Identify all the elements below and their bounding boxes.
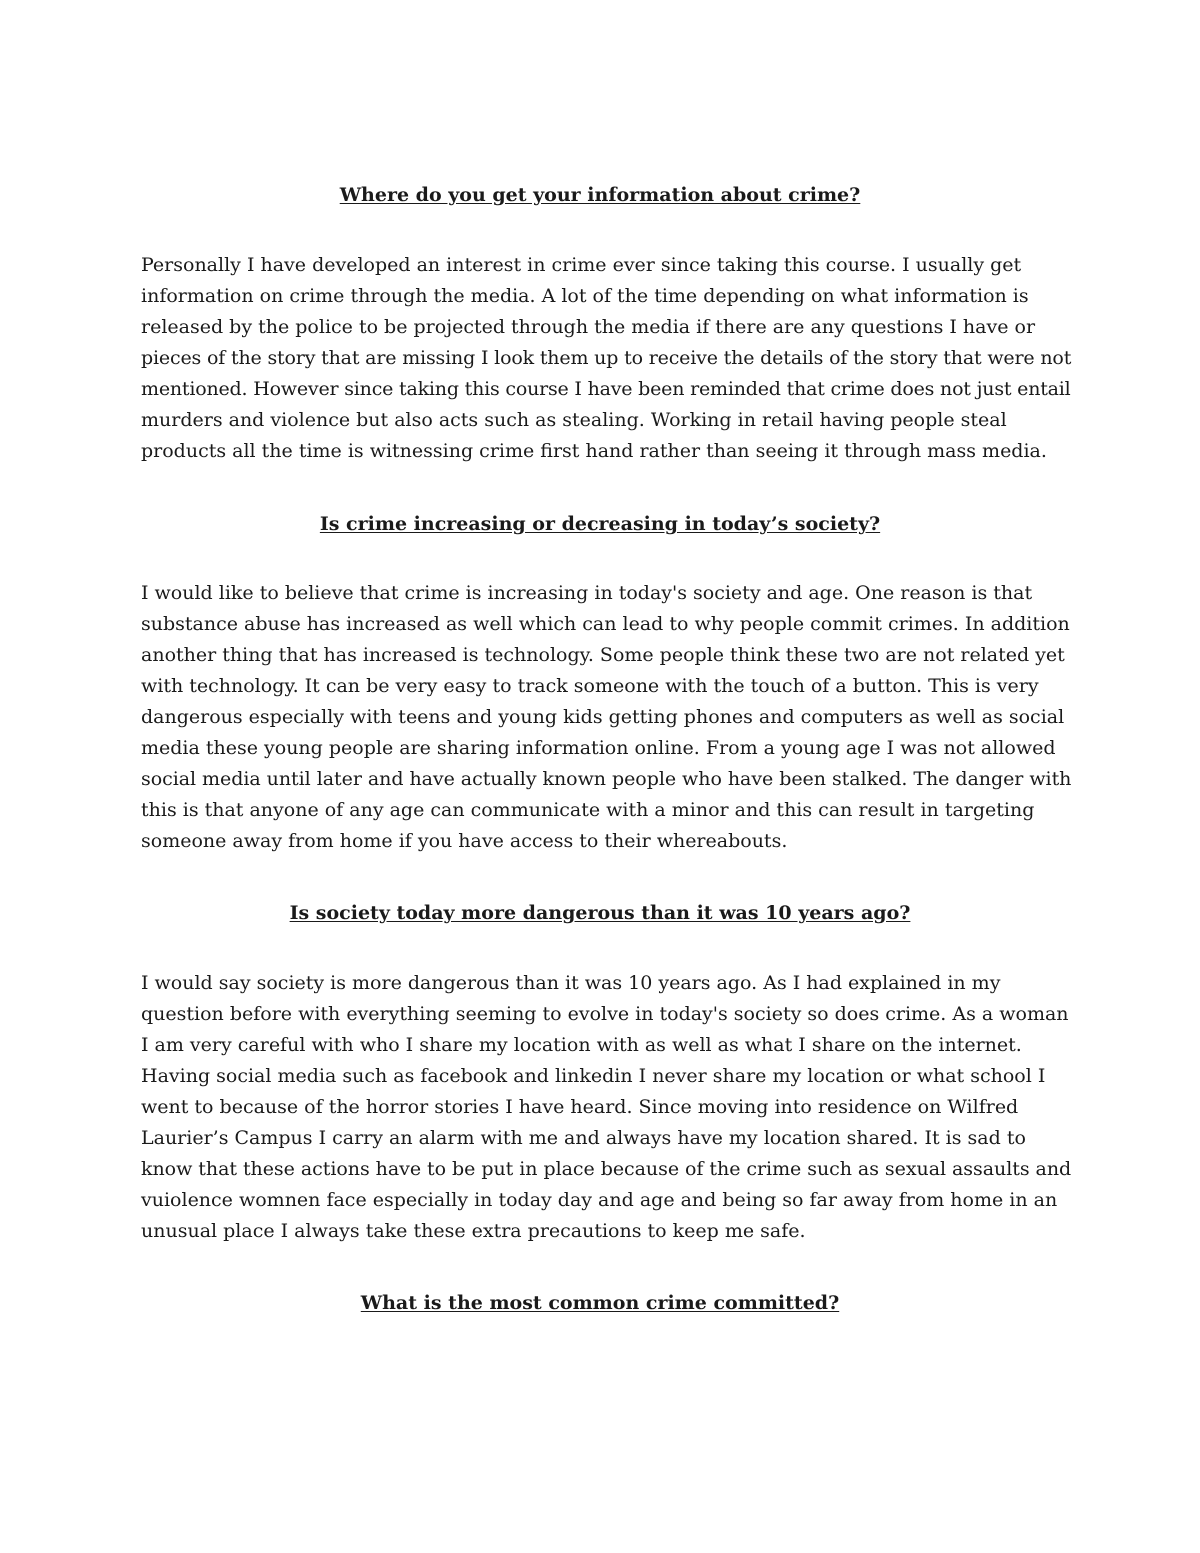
paragraph-line: with technology. It can be very easy to track someone with the touch of a button. This is very: [141, 675, 1039, 697]
paragraph-line: this is that anyone of any age can communicate with a minor and this can result in targeting: [141, 799, 1035, 821]
section-heading: Where do you get your information about crime?: [339, 184, 861, 206]
paragraph-line: know that these actions have to be put in place because of the crime such as sexual assaults and: [141, 1158, 1072, 1180]
paragraph-line: media these young people are sharing information online. From a young age I was not allowed: [141, 737, 1056, 759]
paragraph-line: I am very careful with who I share my location with as well as what I share on the internet.: [141, 1034, 1022, 1056]
paragraph-line: murders and violence but also acts such as stealing. Working in retail having people steal: [141, 409, 1007, 431]
paragraph-line: someone away from home if you have access to their whereabouts.: [141, 830, 788, 852]
section-paragraph: [141, 578, 1071, 857]
section-heading: What is the most common crime committed?: [360, 1292, 840, 1314]
paragraph-line: Having social media such as facebook and linkedin I never share my location or what school I: [141, 1065, 1046, 1087]
paragraph-line: unusual place I always take these extra precautions to keep me safe.: [141, 1220, 806, 1242]
section-paragraph: [141, 968, 1071, 1247]
paragraph-line: substance abuse has increased as well which can lead to why people commit crimes. In addition: [141, 613, 1070, 635]
paragraph-line: went to because of the horror stories I have heard. Since moving into residence on Wilfred: [141, 1096, 1019, 1118]
section-heading: Is society today more dangerous than it was 10 years ago?: [289, 902, 911, 924]
paragraph-line: I would like to believe that crime is increasing in today's society and age. One reason is that: [141, 582, 1033, 604]
paragraph-line: products all the time is witnessing crime first hand rather than seeing it through mass media.: [141, 440, 1047, 462]
paragraph-line: Laurier’s Campus I carry an alarm with me and always have my location shared. It is sad to: [141, 1127, 1026, 1149]
paragraph-line: mentioned. However since taking this course I have been reminded that crime does not just entail: [141, 378, 1071, 400]
paragraph-line: Personally I have developed an interest in crime ever since taking this course. I usually get: [141, 254, 1022, 276]
paragraph-line: social media until later and have actually known people who have been stalked. The danger with: [141, 768, 1072, 790]
paragraph-line: question before with everything seeming to evolve in today's society so does crime. As a woman: [141, 1003, 1069, 1025]
paragraph-line: another thing that has increased is technology. Some people think these two are not related yet: [141, 644, 1065, 666]
paragraph-line: dangerous especially with teens and young kids getting phones and computers as well as social: [141, 706, 1065, 728]
paragraph-line: pieces of the story that are missing I look them up to receive the details of the story that were not: [141, 347, 1072, 369]
paragraph-line: I would say society is more dangerous than it was 10 years ago. As I had explained in my: [141, 972, 1001, 994]
paragraph-line: vuiolence womnen face especially in today day and age and being so far away from home in an: [141, 1189, 1058, 1211]
section-heading: Is crime increasing or decreasing in today’s society?: [319, 513, 881, 535]
paragraph-line: information on crime through the media. A lot of the time depending on what information is: [141, 285, 1029, 307]
paragraph-line: released by the police to be projected through the media if there are any questions I have or: [141, 316, 1036, 338]
section-paragraph: [141, 250, 1071, 467]
